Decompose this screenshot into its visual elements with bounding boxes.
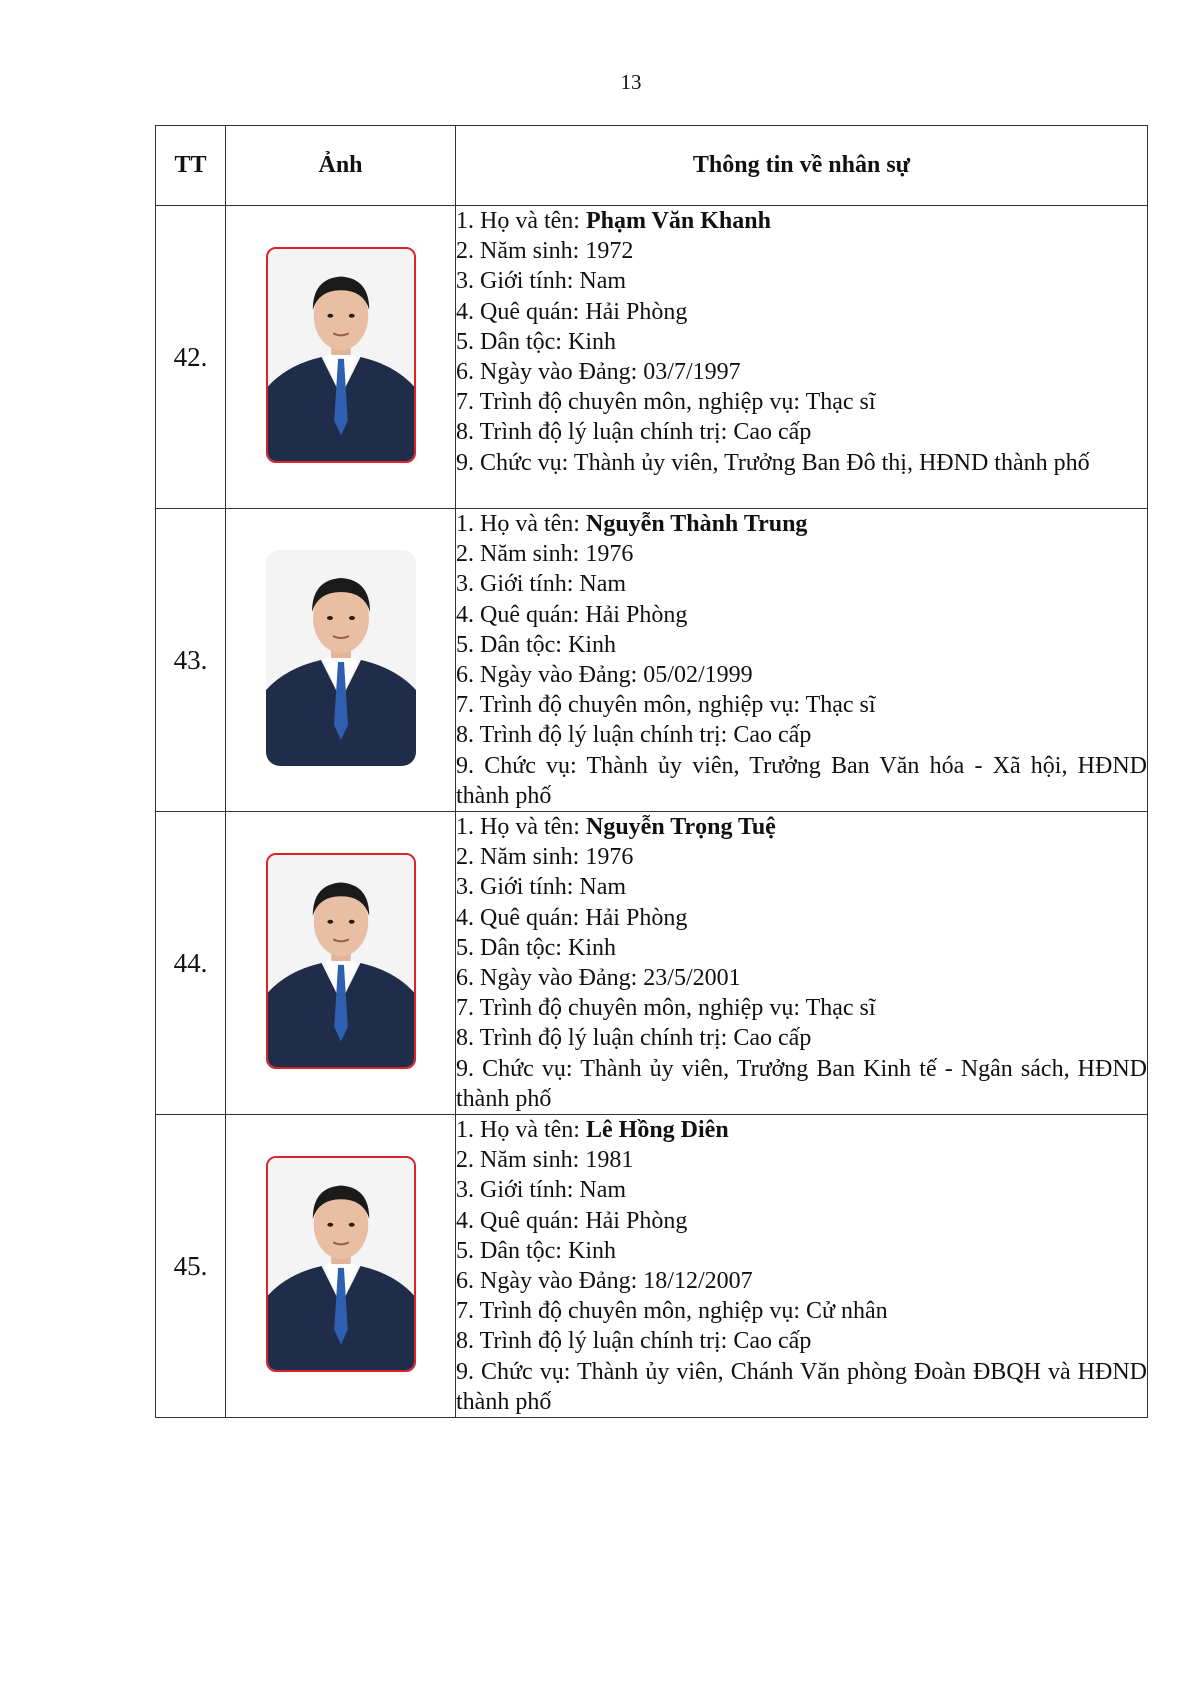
ethnicity-line [456, 630, 1147, 660]
label-name: 1. Họ và tên: [456, 814, 586, 841]
hometown-line [456, 1206, 1147, 1236]
professional-line [456, 993, 1147, 1023]
ethnicity-line [456, 1236, 1147, 1266]
value-ethnicity: Kinh [567, 328, 616, 355]
value-position: Thành ủy viên, Trưởng Ban Đô thị, HĐND thành phố [573, 449, 1090, 476]
header-info: Thông tin về nhân sự [456, 126, 1148, 206]
political-line [456, 417, 1147, 447]
hometown-line [456, 903, 1147, 933]
header-tt: TT [156, 126, 226, 206]
row-number [156, 812, 226, 1115]
photo-cell [226, 812, 456, 1115]
professional-line [456, 387, 1147, 417]
value-name: Phạm Văn Khanh [585, 208, 771, 234]
party-date-line [456, 660, 1147, 690]
birth-year-line [456, 236, 1147, 266]
info-cell [456, 812, 1148, 1115]
hometown-line [456, 600, 1147, 630]
row-number [156, 206, 226, 509]
ethnicity-line [456, 933, 1147, 963]
birth-year-line [456, 842, 1147, 872]
value-name: Nguyễn Trọng Tuệ [585, 814, 776, 841]
label-gender: 3. Giới tính: [456, 874, 580, 901]
label-political: 8. Trình độ lý luận chính trị: [456, 722, 734, 749]
name-line [456, 206, 1147, 236]
value-professional: Thạc sĩ [805, 389, 876, 416]
value-tt: 44. [173, 947, 208, 978]
value-position: Thành ủy viên, Trưởng Ban Kinh tế - Ngân sách, HĐND thành phố [456, 1055, 1148, 1112]
value-party-date: 05/02/1999 [643, 662, 753, 689]
table-row [156, 509, 1148, 812]
photo-cell [226, 509, 456, 812]
label-hometown: 4. Quê quán: [456, 601, 586, 628]
label-birth-year: 2. Năm sinh: [456, 238, 586, 265]
label-ethnicity: 5. Dân tộc: [456, 934, 568, 961]
table-row [156, 1115, 1148, 1418]
gender-line [456, 872, 1147, 902]
label-political: 8. Trình độ lý luận chính trị: [456, 419, 734, 446]
label-gender: 3. Giới tính: [456, 268, 580, 295]
label-gender: 3. Giới tính: [456, 1177, 580, 1204]
value-ethnicity: Kinh [567, 631, 616, 658]
label-party-date: 6. Ngày vào Đảng: [456, 662, 644, 689]
header-photo: Ảnh [226, 126, 456, 206]
value-tt: 43. [173, 644, 208, 675]
professional-line [456, 690, 1147, 720]
row-number [156, 1115, 226, 1418]
label-position: 9. Chức vụ: [456, 1055, 581, 1082]
political-line [456, 1023, 1147, 1053]
label-ethnicity: 5. Dân tộc: [456, 1237, 568, 1264]
label-political: 8. Trình độ lý luận chính trị: [456, 1025, 734, 1052]
label-party-date: 6. Ngày vào Đảng: [456, 359, 644, 386]
value-birth-year: 1976 [585, 541, 634, 568]
value-birth-year: 1976 [585, 844, 634, 871]
value-party-date: 18/12/2007 [643, 1268, 753, 1295]
value-gender: Nam [579, 874, 627, 901]
info-cell [456, 206, 1148, 509]
political-line [456, 1326, 1147, 1356]
value-political: Cao cấp [733, 419, 812, 446]
value-name: Lê Hồng Diên [585, 1117, 729, 1144]
row-number [156, 509, 226, 812]
label-party-date: 6. Ngày vào Đảng: [456, 1268, 644, 1295]
label-professional: 7. Trình độ chuyên môn, nghiệp vụ: [456, 995, 806, 1022]
name-line [456, 812, 1147, 842]
label-name: 1. Họ và tên: [456, 208, 586, 234]
portrait-photo [266, 247, 416, 463]
portrait-photo [266, 550, 416, 766]
value-birth-year: 1972 [585, 238, 634, 265]
label-birth-year: 2. Năm sinh: [456, 1147, 586, 1174]
party-date-line [456, 357, 1147, 387]
table-row [156, 812, 1148, 1115]
label-birth-year: 2. Năm sinh: [456, 541, 586, 568]
value-political: Cao cấp [733, 1328, 812, 1355]
value-ethnicity: Kinh [567, 934, 616, 961]
value-position: Thành ủy viên, Trưởng Ban Văn hóa - Xã hội, HĐND thành phố [456, 752, 1148, 809]
position-line [456, 751, 1147, 811]
value-position: Thành ủy viên, Chánh Văn phòng Đoàn ĐBQH và HĐND thành phố [456, 1358, 1148, 1415]
portrait-icon [268, 1158, 414, 1370]
portrait-photo [266, 853, 416, 1069]
ethnicity-line [456, 327, 1147, 357]
personnel-table [155, 125, 1148, 1418]
gender-line [456, 569, 1147, 599]
value-tt: 42. [173, 341, 208, 372]
info-cell [456, 1115, 1148, 1418]
value-gender: Nam [579, 1177, 627, 1204]
label-ethnicity: 5. Dân tộc: [456, 328, 568, 355]
value-ethnicity: Kinh [567, 1237, 616, 1264]
label-hometown: 4. Quê quán: [456, 1207, 586, 1234]
label-position: 9. Chức vụ: [456, 752, 587, 779]
gender-line [456, 266, 1147, 296]
table-row [156, 206, 1148, 509]
position-line [456, 1054, 1147, 1114]
label-hometown: 4. Quê quán: [456, 298, 586, 325]
political-line [456, 720, 1147, 750]
page-number: 13 [620, 70, 642, 94]
portrait-photo [266, 1156, 416, 1372]
name-line [456, 1115, 1147, 1145]
value-gender: Nam [579, 571, 627, 598]
value-political: Cao cấp [733, 722, 812, 749]
label-professional: 7. Trình độ chuyên môn, nghiệp vụ: [456, 692, 806, 719]
value-hometown: Hải Phòng [585, 601, 688, 628]
value-gender: Nam [579, 268, 627, 295]
value-professional: Thạc sĩ [805, 995, 876, 1022]
value-professional: Cử nhân [806, 1298, 888, 1325]
position-line [456, 1357, 1147, 1417]
value-professional: Thạc sĩ [805, 692, 876, 719]
table-header-row [156, 126, 1148, 206]
value-party-date: 23/5/2001 [643, 965, 741, 992]
info-cell [456, 509, 1148, 812]
label-party-date: 6. Ngày vào Đảng: [456, 965, 644, 992]
label-name: 1. Họ và tên: [456, 1117, 586, 1144]
party-date-line [456, 1266, 1147, 1296]
hometown-line [456, 297, 1147, 327]
label-gender: 3. Giới tính: [456, 571, 580, 598]
label-ethnicity: 5. Dân tộc: [456, 631, 568, 658]
label-birth-year: 2. Năm sinh: [456, 844, 586, 871]
portrait-icon [266, 550, 416, 766]
position-line [456, 448, 1147, 478]
value-tt: 45. [173, 1250, 208, 1281]
photo-cell [226, 206, 456, 509]
professional-line [456, 1296, 1147, 1326]
birth-year-line [456, 1145, 1147, 1175]
label-professional: 7. Trình độ chuyên môn, nghiệp vụ: [456, 1298, 807, 1325]
label-professional: 7. Trình độ chuyên môn, nghiệp vụ: [456, 389, 806, 416]
value-hometown: Hải Phòng [585, 1207, 688, 1234]
value-hometown: Hải Phòng [585, 904, 688, 931]
label-position: 9. Chức vụ: [456, 449, 574, 476]
label-hometown: 4. Quê quán: [456, 904, 586, 931]
label-political: 8. Trình độ lý luận chính trị: [456, 1328, 734, 1355]
value-party-date: 03/7/1997 [643, 359, 741, 386]
value-hometown: Hải Phòng [585, 298, 688, 325]
label-name: 1. Họ và tên: [456, 511, 586, 537]
birth-year-line [456, 539, 1147, 569]
photo-cell [226, 1115, 456, 1418]
portrait-icon [268, 855, 414, 1067]
value-birth-year: 1981 [585, 1147, 634, 1174]
label-position: 9. Chức vụ: [456, 1358, 577, 1385]
value-name: Nguyễn Thành Trung [585, 511, 808, 537]
portrait-icon [268, 249, 414, 461]
value-political: Cao cấp [733, 1025, 812, 1052]
party-date-line [456, 963, 1147, 993]
gender-line [456, 1175, 1147, 1205]
name-line [456, 509, 1147, 539]
